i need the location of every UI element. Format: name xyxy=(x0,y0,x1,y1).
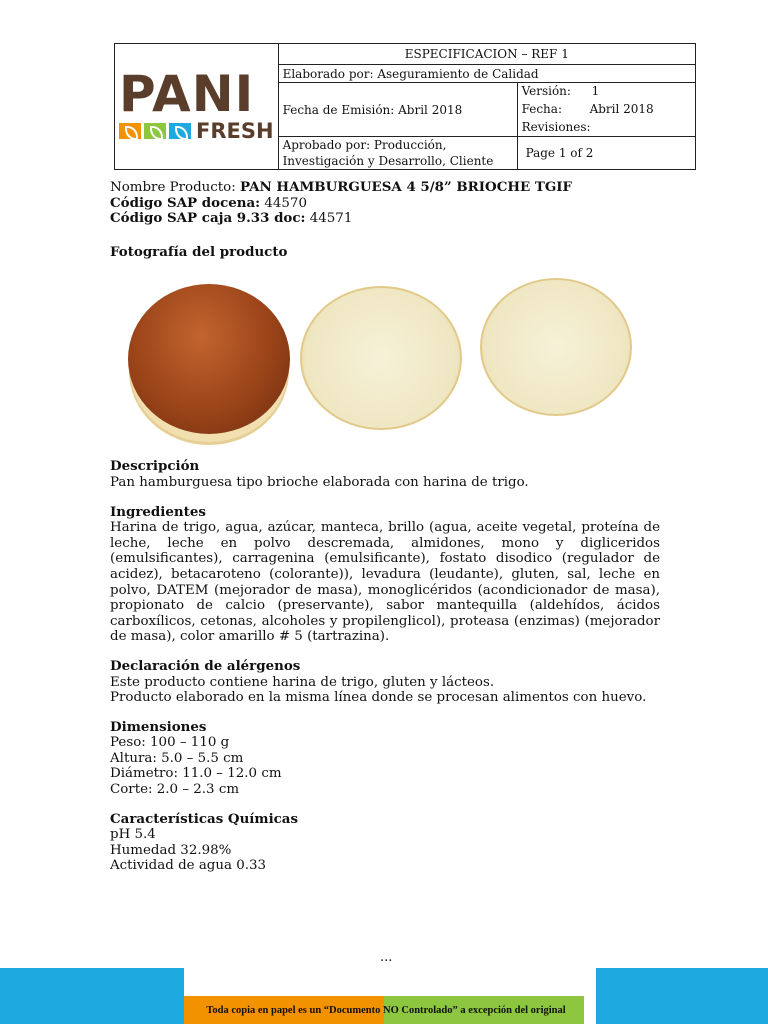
quimica-humedad: Humedad 32.98% xyxy=(110,842,232,858)
spec-title: ESPECIFICACION – REF 1 xyxy=(278,44,695,65)
logo-cell xyxy=(115,44,279,170)
elaborado-por: Elaborado por: Aseguramiento de Calidad xyxy=(278,65,695,83)
page-number: Page 1 of 2 xyxy=(517,137,695,170)
ingredientes-text: Harina de trigo, agua, azúcar, manteca, brillo (agua, aceite vegetal, proteína de leche, leche en polvo descremada, almidones, mono y digliceridos (emulsificantes), carragenina (emulsificante), fostato disodico (regulador de acidez), betacaroteno (colorante)), levadura (leudante), gluten, sal, leche en polvo, DATEM (mejorador de masa), monoglicéridos (acondicionador de masa), propionato de calcio (preservante), sabor mantequilla (aldehídos, ácidos carboxílicos, cetonas, alcoholes y propilenglicol), proteasa (enzimas) (mejorador de masa), color amarillo # 5 (tartrazina). xyxy=(110,520,660,645)
aprobado-line2: Investigación y Desarrollo, Cliente xyxy=(282,154,494,168)
aprobado-por xyxy=(278,137,517,170)
alergenos-line2: Producto elaborado en la misma línea donde se procesan alimentos con huevo. xyxy=(110,690,647,706)
logo-fresh-text: FRESH xyxy=(196,118,274,143)
revisiones-label: Revisiones: xyxy=(521,120,591,134)
footer-bar-blue-left xyxy=(0,968,184,1024)
sap-caja-value: 44571 xyxy=(309,211,353,227)
aprobado-line1: Aprobado por: Producción, xyxy=(282,138,447,152)
bun-top-image xyxy=(128,284,290,434)
fecha-value: Abril 2018 xyxy=(589,102,654,116)
product-photo xyxy=(122,274,642,434)
footer-disclaimer: Toda copia en papel es un “Documento NO Controlado” a excepción del original xyxy=(206,1005,566,1016)
version-info xyxy=(517,83,695,137)
leaf-icon xyxy=(144,123,166,139)
footer-bar-blue-right xyxy=(596,968,768,1024)
dimension-altura: Altura: 5.0 – 5.5 cm xyxy=(110,750,244,766)
photo-section-title: Fotografía del producto xyxy=(110,243,288,260)
product-name-value: PAN HAMBURGUESA 4 5/8” BRIOCHE TGIF xyxy=(240,179,573,195)
quimica-actividad: Actividad de agua 0.33 xyxy=(110,858,267,874)
fecha-label: Fecha: xyxy=(521,102,562,116)
sap-caja-label: Código SAP caja 9.33 doc: xyxy=(110,210,306,227)
bun-cut-image xyxy=(300,286,462,430)
quimica-ph: pH 5.4 xyxy=(110,827,156,843)
bun-cut-image xyxy=(480,278,632,416)
wheat-icon xyxy=(169,123,191,139)
dimension-peso: Peso: 100 – 110 g xyxy=(110,735,230,751)
descripcion-title: Descripción xyxy=(110,458,200,475)
version-label: Versión: xyxy=(521,84,571,98)
panifresh-logo xyxy=(119,64,274,143)
sap-docena-value: 44570 xyxy=(264,195,307,211)
sap-docena-label: Código SAP docena: xyxy=(110,194,261,211)
quimicas-title: Características Químicas xyxy=(110,810,299,827)
version-value: 1 xyxy=(591,84,600,98)
alergenos-title: Declaración de alérgenos xyxy=(110,657,301,674)
fecha-emision: Fecha de Emisión: Abril 2018 xyxy=(278,83,517,137)
alergenos-line1: Este producto contiene harina de trigo, gluten y lácteos. xyxy=(110,674,495,690)
product-name-label: Nombre Producto: xyxy=(110,180,236,195)
dimensiones-title: Dimensiones xyxy=(110,718,207,735)
product-name-line xyxy=(110,180,660,196)
dimension-diametro: Diámetro: 11.0 – 12.0 cm xyxy=(110,766,282,782)
sap-docena-line xyxy=(110,196,660,212)
logo-pani-text: PANI xyxy=(119,64,255,123)
ingredientes-title: Ingredientes xyxy=(110,503,206,520)
sap-caja-line xyxy=(110,211,660,227)
dimension-corte: Corte: 2.0 – 2.3 cm xyxy=(110,782,240,798)
descripcion-text: Pan hamburguesa tipo brioche elaborada con harina de trigo. xyxy=(110,474,529,490)
page-ellipsis: ... xyxy=(380,950,393,965)
wheat-icon xyxy=(119,123,141,139)
document-header-table xyxy=(114,43,696,170)
